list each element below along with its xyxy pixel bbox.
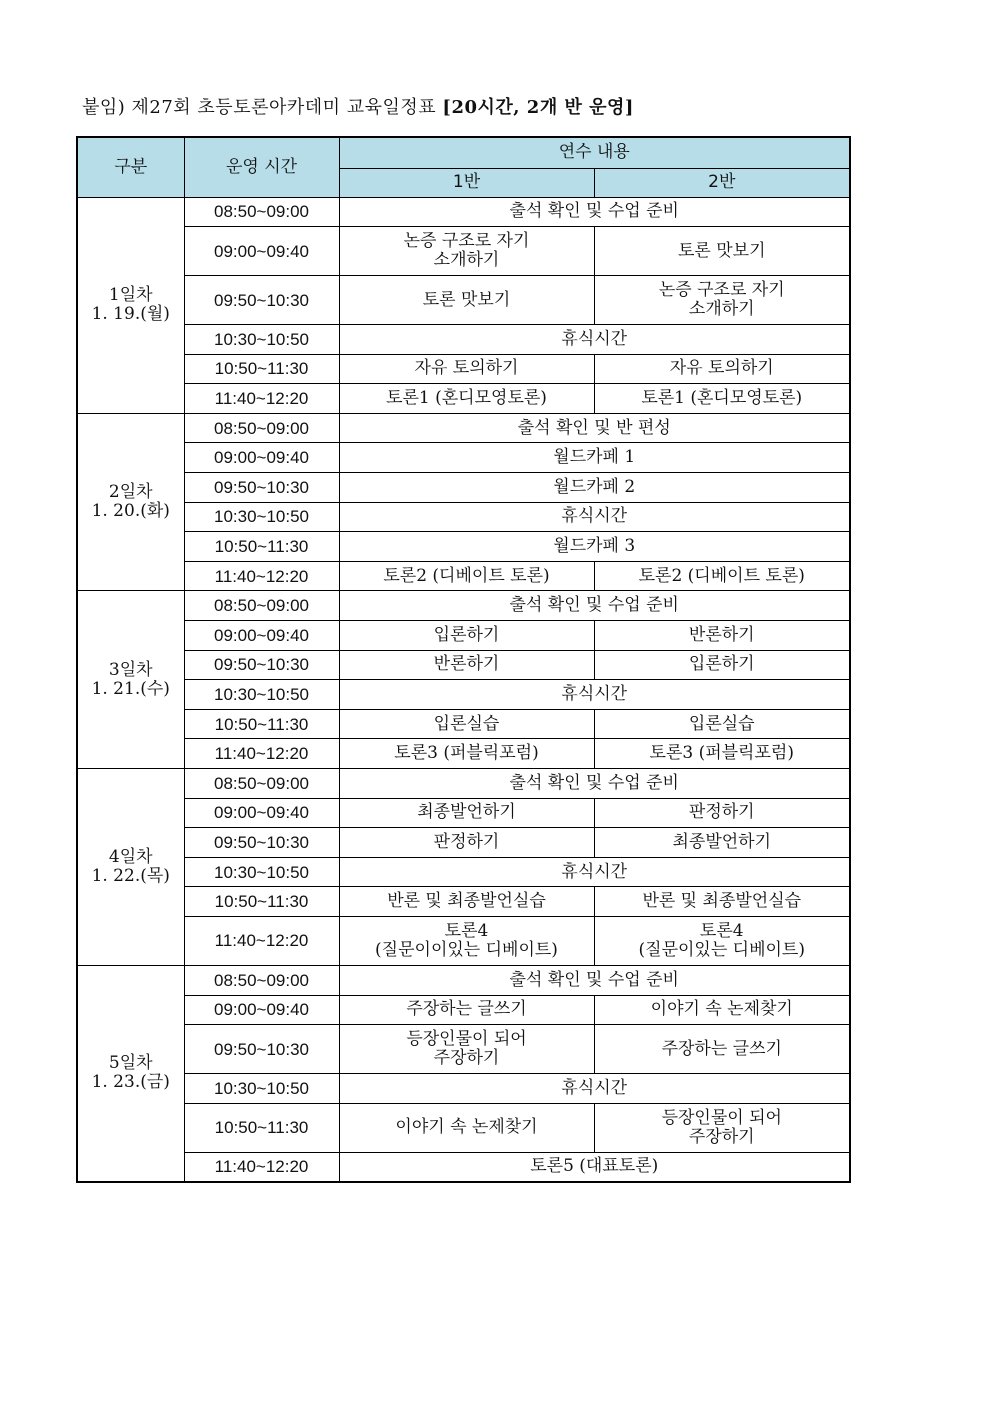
content-line: 최종발언하기 (672, 831, 772, 852)
content-class-1-cell (339, 1103, 594, 1152)
schedule-row (77, 197, 850, 227)
schedule-row (77, 443, 850, 473)
day-date: 1. 19.(월) (91, 304, 170, 325)
content-line: 주장하는 글쓰기 (406, 999, 527, 1020)
title-prefix: 붙임) 제27회 초등토론아카데미 교육일정표 (82, 97, 443, 118)
content-line: 토론2 (디베이트 토론) (383, 565, 550, 586)
schedule-table (76, 136, 851, 1183)
content-merged-cell: 출석 확인 및 반 편성 (339, 413, 850, 443)
content-line: 토론 맛보기 (422, 289, 511, 310)
content-line: 등장인물이 되어 (661, 1107, 782, 1128)
content-class-2-cell (594, 1025, 850, 1074)
day-label: 4일차 (108, 846, 153, 867)
content-class-2-cell (594, 384, 850, 414)
content-line: 토론 맛보기 (677, 240, 766, 261)
content-class-1-cell (339, 650, 594, 680)
content-class-2-cell (594, 1103, 850, 1152)
content-line: 토론1 (혼디모영토론) (641, 388, 803, 409)
content-merged-cell: 휴식시간 (339, 325, 850, 355)
content-line: 주장하기 (688, 1126, 755, 1147)
schedule-row (77, 995, 850, 1025)
day-label: 2일차 (108, 482, 153, 503)
content-line: 소개하기 (688, 299, 755, 320)
time-cell: 09:00~09:40 (184, 995, 339, 1025)
day-date: 1. 23.(금) (91, 1072, 170, 1093)
day-cell (77, 965, 184, 1181)
content-class-1-cell (339, 916, 594, 965)
time-cell: 10:50~11:30 (184, 887, 339, 917)
time-cell: 10:30~10:50 (184, 1074, 339, 1104)
schedule-row (77, 1074, 850, 1104)
content-merged-cell: 휴식시간 (339, 1074, 850, 1104)
content-class-1-cell (339, 384, 594, 414)
content-merged-cell: 휴식시간 (339, 857, 850, 887)
content-line: 이야기 속 논제찾기 (650, 999, 793, 1020)
content-class-1-cell (339, 739, 594, 769)
schedule-row (77, 887, 850, 917)
header-class-2: 2반 (594, 168, 850, 197)
content-line: 논증 구조로 자기 (403, 231, 530, 252)
content-class-2-cell (594, 621, 850, 651)
content-class-2-cell (594, 916, 850, 965)
content-line: 토론1 (혼디모영토론) (386, 388, 547, 409)
content-line: 입론하기 (688, 654, 755, 675)
document-title (82, 93, 634, 119)
time-cell: 11:40~12:20 (184, 739, 339, 769)
content-class-1-cell (339, 561, 594, 591)
time-cell: 09:50~10:30 (184, 828, 339, 858)
day-cell (77, 769, 184, 966)
time-cell: 10:50~11:30 (184, 532, 339, 562)
day-date: 1. 21.(수) (91, 678, 170, 699)
content-line: 소개하기 (433, 250, 500, 271)
day-cell (77, 413, 184, 591)
day-label: 1일차 (108, 285, 153, 306)
time-cell: 10:30~10:50 (184, 680, 339, 710)
content-merged-cell: 휴식시간 (339, 680, 850, 710)
content-merged-cell: 휴식시간 (339, 502, 850, 532)
schedule-row (77, 916, 850, 965)
content-line: (질문이있는 디베이트) (638, 939, 805, 960)
content-line: 입론실습 (688, 713, 755, 734)
content-class-1-cell (339, 1025, 594, 1074)
content-line: 주장하기 (433, 1048, 500, 1069)
schedule-row (77, 828, 850, 858)
schedule-row (77, 857, 850, 887)
content-class-1-cell (339, 995, 594, 1025)
content-line: 자유 토의하기 (669, 358, 774, 379)
time-cell: 10:50~11:30 (184, 354, 339, 384)
content-class-1-cell (339, 354, 594, 384)
schedule-row (77, 621, 850, 651)
schedule-row (77, 276, 850, 325)
time-cell: 10:50~11:30 (184, 709, 339, 739)
content-class-2-cell (594, 650, 850, 680)
content-line: 최종발언하기 (417, 802, 516, 823)
schedule-row (77, 473, 850, 503)
content-line: 판정하기 (688, 802, 755, 823)
content-line: 반론 및 최종발언실습 (642, 891, 802, 912)
time-cell: 11:40~12:20 (184, 561, 339, 591)
schedule-row (77, 502, 850, 532)
time-cell: 11:40~12:20 (184, 916, 339, 965)
content-line: (질문이이있는 디베이트) (375, 939, 558, 960)
content-class-1-cell (339, 798, 594, 828)
schedule-row (77, 1152, 850, 1182)
day-label: 5일차 (108, 1053, 153, 1074)
content-class-2-cell (594, 354, 850, 384)
schedule-row (77, 227, 850, 276)
schedule-row (77, 561, 850, 591)
schedule-row (77, 1025, 850, 1074)
schedule-row (77, 739, 850, 769)
content-line: 자유 토의하기 (414, 358, 519, 379)
content-line: 이야기 속 논제찾기 (395, 1117, 538, 1138)
content-merged-cell: 출석 확인 및 수업 준비 (339, 769, 850, 799)
content-line: 입론실습 (433, 713, 500, 734)
content-merged-cell: 출석 확인 및 수업 준비 (339, 591, 850, 621)
header-day: 구분 (77, 137, 184, 197)
content-class-2-cell (594, 828, 850, 858)
header-time: 운영 시간 (184, 137, 339, 197)
content-line: 토론3 (퍼블릭포럼) (649, 743, 794, 764)
content-line: 반론하기 (688, 624, 755, 645)
content-merged-cell: 월드카페 2 (339, 473, 850, 503)
time-cell: 08:50~09:00 (184, 591, 339, 621)
time-cell: 09:00~09:40 (184, 227, 339, 276)
content-class-2-cell (594, 995, 850, 1025)
content-merged-cell: 토론5 (대표토론) (339, 1152, 850, 1182)
time-cell: 09:50~10:30 (184, 650, 339, 680)
content-class-1-cell (339, 887, 594, 917)
content-line: 토론4 (699, 920, 744, 941)
schedule-row (77, 532, 850, 562)
header-content: 연수 내용 (339, 137, 850, 168)
schedule-row (77, 798, 850, 828)
time-cell: 09:00~09:40 (184, 798, 339, 828)
content-class-1-cell (339, 709, 594, 739)
content-line: 토론3 (퍼블릭포럼) (394, 743, 539, 764)
day-cell (77, 591, 184, 769)
content-class-1-cell (339, 621, 594, 651)
content-class-1-cell (339, 276, 594, 325)
content-class-2-cell (594, 561, 850, 591)
time-cell: 09:00~09:40 (184, 621, 339, 651)
content-line: 토론2 (디베이트 토론) (638, 565, 805, 586)
schedule-row (77, 680, 850, 710)
schedule-row (77, 650, 850, 680)
content-class-2-cell (594, 798, 850, 828)
content-line: 주장하는 글쓰기 (661, 1038, 782, 1059)
time-cell: 08:50~09:00 (184, 965, 339, 995)
day-cell (77, 197, 184, 413)
time-cell: 10:50~11:30 (184, 1103, 339, 1152)
content-line: 논증 구조로 자기 (658, 280, 785, 301)
schedule-body (77, 197, 850, 1182)
time-cell: 09:00~09:40 (184, 443, 339, 473)
schedule-row (77, 965, 850, 995)
time-cell: 10:30~10:50 (184, 857, 339, 887)
time-cell: 08:50~09:00 (184, 769, 339, 799)
schedule-row (77, 413, 850, 443)
time-cell: 10:30~10:50 (184, 502, 339, 532)
schedule-row (77, 384, 850, 414)
content-class-1-cell (339, 227, 594, 276)
day-date: 1. 22.(목) (91, 865, 170, 886)
schedule-row (77, 325, 850, 355)
schedule-row (77, 769, 850, 799)
time-cell: 09:50~10:30 (184, 1025, 339, 1074)
schedule-row (77, 709, 850, 739)
time-cell: 09:50~10:30 (184, 276, 339, 325)
schedule-row (77, 1103, 850, 1152)
time-cell: 08:50~09:00 (184, 413, 339, 443)
time-cell: 11:40~12:20 (184, 384, 339, 414)
content-line: 반론 및 최종발언실습 (387, 891, 546, 912)
header-class-1: 1반 (339, 168, 594, 197)
content-class-1-cell (339, 828, 594, 858)
content-line: 등장인물이 되어 (406, 1029, 527, 1050)
content-class-2-cell (594, 887, 850, 917)
time-cell: 08:50~09:00 (184, 197, 339, 227)
content-class-2-cell (594, 227, 850, 276)
time-cell: 10:30~10:50 (184, 325, 339, 355)
content-class-2-cell (594, 276, 850, 325)
schedule-row (77, 354, 850, 384)
content-line: 반론하기 (433, 654, 500, 675)
time-cell: 09:50~10:30 (184, 473, 339, 503)
day-date: 1. 20.(화) (91, 501, 170, 522)
content-class-2-cell (594, 709, 850, 739)
content-class-2-cell (594, 739, 850, 769)
content-merged-cell: 출석 확인 및 수업 준비 (339, 965, 850, 995)
schedule-row (77, 591, 850, 621)
time-cell: 11:40~12:20 (184, 1152, 339, 1182)
content-line: 토론4 (444, 920, 489, 941)
content-line: 판정하기 (433, 831, 500, 852)
title-suffix: [20시간, 2개 반 운영] (442, 97, 634, 118)
day-label: 3일차 (108, 659, 153, 680)
content-merged-cell: 월드카페 1 (339, 443, 850, 473)
content-merged-cell: 월드카페 3 (339, 532, 850, 562)
content-line: 입론하기 (433, 624, 500, 645)
content-merged-cell: 출석 확인 및 수업 준비 (339, 197, 850, 227)
